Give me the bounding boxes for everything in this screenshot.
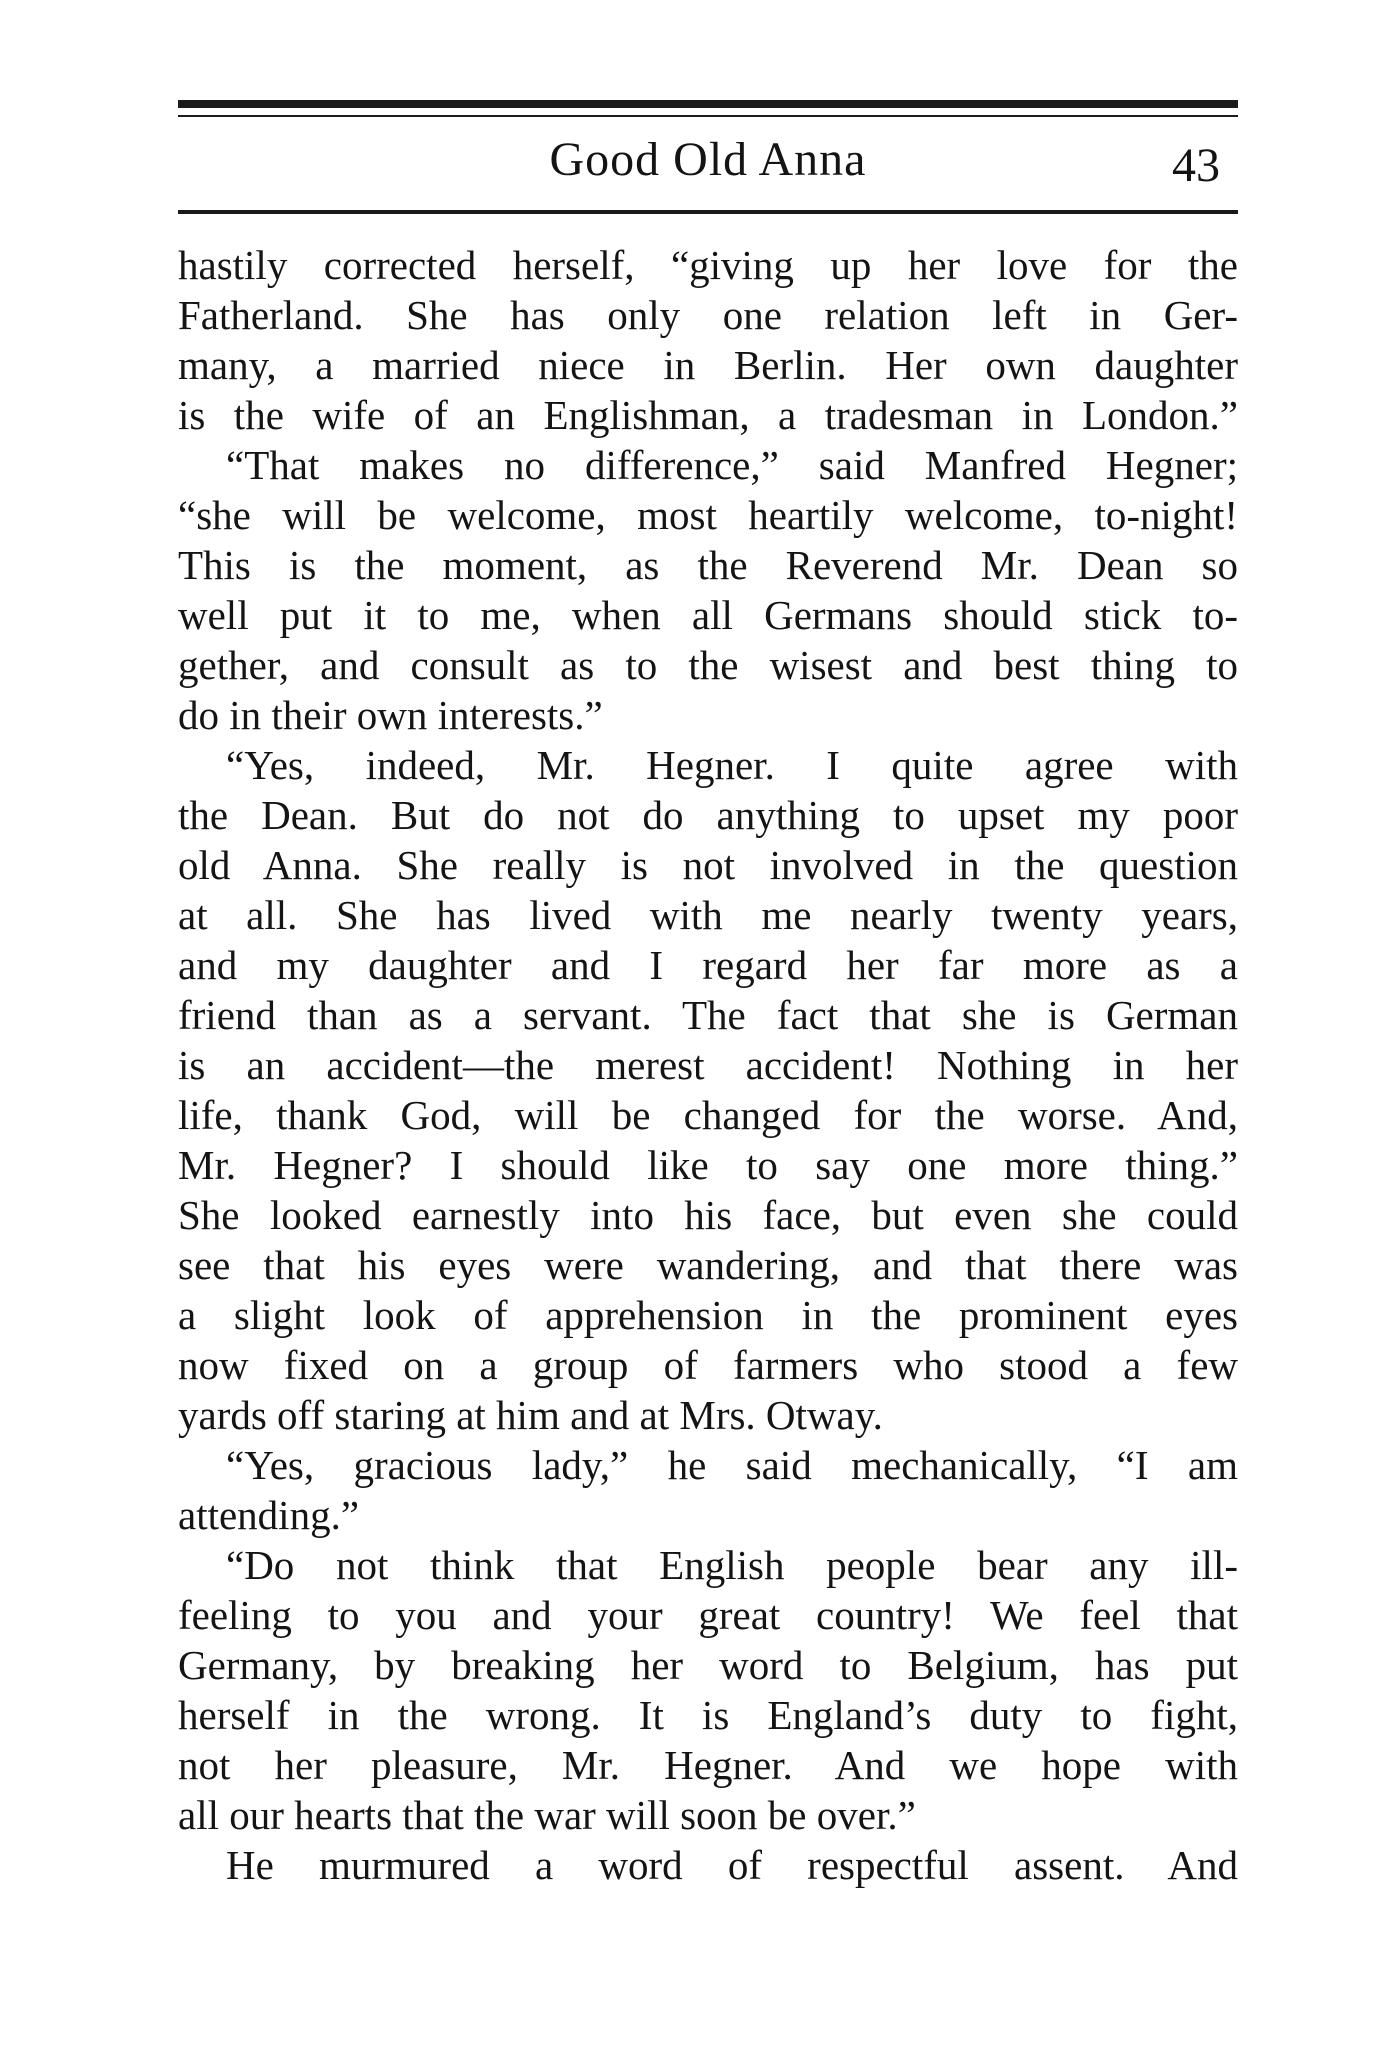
text-line: “That makes no difference,” said Manfred Hegner; bbox=[226, 442, 1238, 488]
text-line: “Do not think that English people bear any ill- bbox=[226, 1542, 1238, 1588]
text-line: life, thank God, will be changed for the worse. And, bbox=[178, 1092, 1238, 1138]
running-head bbox=[178, 128, 1238, 198]
text-line: Germany, by breaking her word to Belgium, has put bbox=[178, 1642, 1238, 1688]
text-line: is an accident—the merest accident! Nothing in her bbox=[178, 1042, 1238, 1088]
text-line: “Yes, gracious lady,” he said mechanically, “I am bbox=[226, 1442, 1238, 1488]
text-line: herself in the wrong. It is England’s duty to fight, bbox=[178, 1692, 1238, 1738]
text-line: gether, and consult as to the wisest and best thing to bbox=[178, 642, 1238, 688]
text-line: see that his eyes were wandering, and that there was bbox=[178, 1242, 1238, 1288]
text-line: well put it to me, when all Germans should stick to- bbox=[178, 592, 1238, 638]
text-line: hastily corrected herself, “giving up her love for the bbox=[178, 242, 1238, 288]
text-line: at all. She has lived with me nearly twenty years, bbox=[178, 892, 1238, 938]
text-line: attending.” bbox=[178, 1492, 360, 1538]
text-line: old Anna. She really is not involved in the question bbox=[178, 842, 1238, 888]
text-line: a slight look of apprehension in the prominent eyes bbox=[178, 1292, 1238, 1338]
text-line: many, a married niece in Berlin. Her own daughter bbox=[178, 342, 1238, 388]
text-line: do in their own interests.” bbox=[178, 692, 603, 738]
text-line: and my daughter and I regard her far more as a bbox=[178, 942, 1238, 988]
text-line: yards off staring at him and at Mrs. Otway. bbox=[178, 1392, 883, 1438]
text-line: friend than as a servant. The fact that she is German bbox=[178, 992, 1238, 1038]
text-line: now fixed on a group of farmers who stood a few bbox=[178, 1342, 1238, 1388]
header-rule-bottom bbox=[178, 210, 1238, 214]
text-line: not her pleasure, Mr. Hegner. And we hope with bbox=[178, 1742, 1238, 1788]
text-line: “Yes, indeed, Mr. Hegner. I quite agree with bbox=[226, 742, 1238, 788]
text-line: feeling to you and your great country! We feel that bbox=[178, 1592, 1238, 1638]
text-line: This is the moment, as the Reverend Mr. Dean so bbox=[178, 542, 1238, 588]
text-line: Fatherland. She has only one relation left in Ger- bbox=[178, 292, 1238, 338]
text-line: “she will be welcome, most heartily welcome, to-night! bbox=[178, 492, 1238, 538]
page-number: 43 bbox=[1172, 139, 1220, 192]
body-text bbox=[178, 240, 1238, 1888]
text-line: all our hearts that the war will soon be over.” bbox=[178, 1792, 916, 1838]
text-line: He murmured a word of respectful assent. And bbox=[226, 1842, 1238, 1888]
header-rule-thin bbox=[178, 115, 1238, 117]
text-line: She looked earnestly into his face, but even she could bbox=[178, 1192, 1238, 1238]
text-line: Mr. Hegner? I should like to say one more thing.” bbox=[178, 1142, 1238, 1188]
text-line: the Dean. But do not do anything to upset my poor bbox=[178, 792, 1238, 838]
running-title: Good Old Anna bbox=[549, 133, 867, 186]
text-line: is the wife of an Englishman, a tradesman in London.” bbox=[178, 392, 1238, 438]
header-rule-thick bbox=[178, 100, 1238, 108]
